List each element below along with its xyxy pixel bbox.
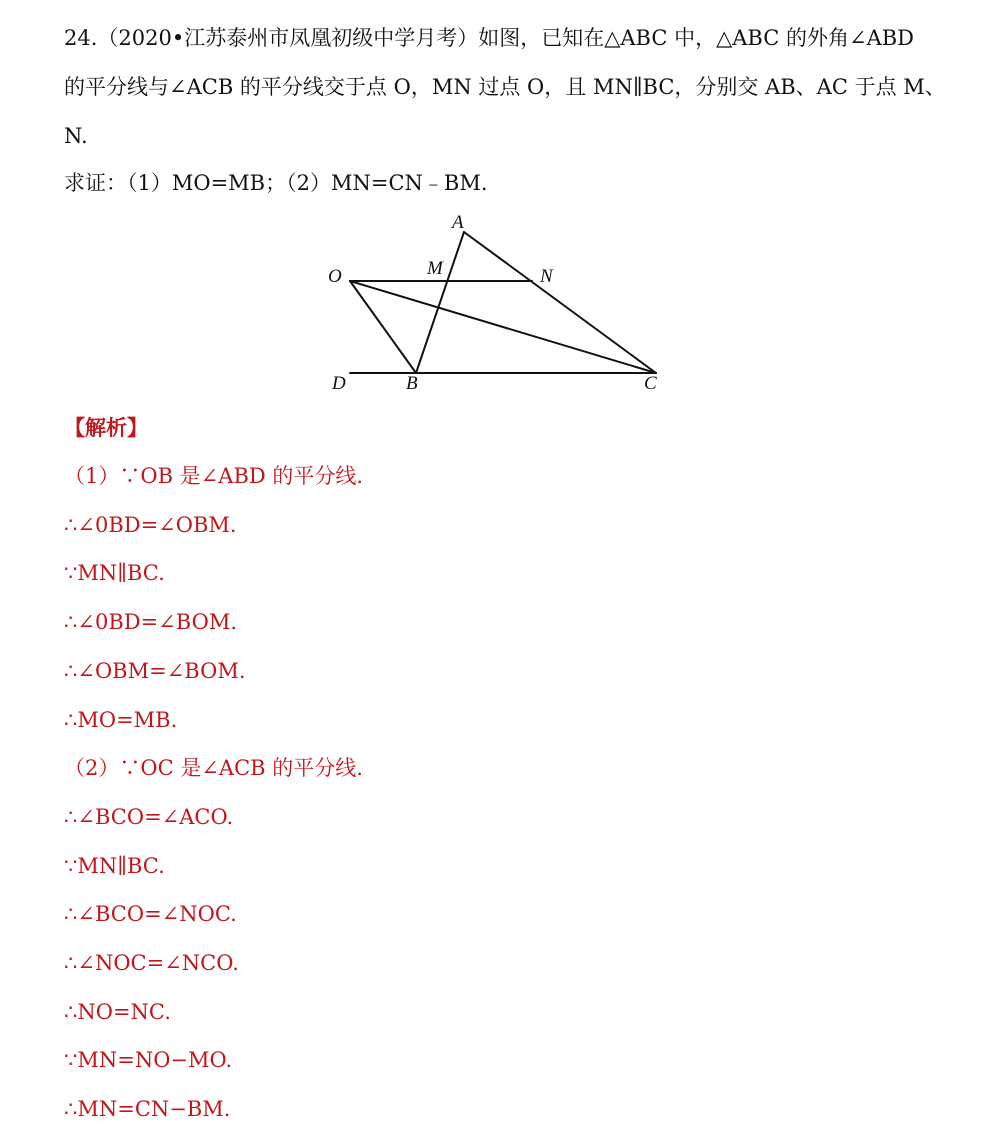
- label-M: M: [427, 258, 443, 279]
- solution-step: ∵MN∥BC.: [64, 561, 165, 585]
- problem-line-1: 24.（2020•江苏泰州市凤凰初级中学月考）如图，已知在△ABC 中，△ABC 的外角∠ABD: [64, 26, 915, 50]
- line-OC: [350, 281, 656, 373]
- solution-step: ∴∠OBM=∠BOM.: [64, 659, 246, 683]
- solution-step: ∴∠0BD=∠BOM.: [64, 610, 237, 634]
- label-O: O: [328, 266, 342, 287]
- label-A: A: [452, 212, 464, 233]
- line-OB: [350, 281, 416, 373]
- geometry-figure: [322, 210, 672, 395]
- solution-step: （2）∵OC 是∠ACB 的平分线.: [64, 756, 363, 780]
- solution-heading: 【解析】: [64, 415, 148, 440]
- solution-step: ∴∠NOC=∠NCO.: [64, 951, 239, 975]
- label-N: N: [540, 266, 553, 287]
- label-D: D: [332, 373, 346, 394]
- solution-step: ∴∠BCO=∠NOC.: [64, 902, 237, 926]
- label-C: C: [644, 373, 657, 394]
- solution-step: ∵MN∥BC.: [64, 854, 165, 878]
- prove-statement: 求证：（1）MO=MB；（2）MN=CN﹣BM.: [64, 171, 488, 195]
- label-B: B: [406, 373, 418, 394]
- solution-step: （1）∵OB 是∠ABD 的平分线.: [64, 464, 364, 488]
- solution-step: ∴∠BCO=∠ACO.: [64, 805, 234, 829]
- solution-step: ∴NO=NC.: [64, 1000, 171, 1024]
- solution-step: ∵MN=NO−MO.: [64, 1048, 233, 1072]
- problem-line-2: 的平分线与∠ACB 的平分线交于点 O，MN 过点 O，且 MN∥BC，分别交 AB、AC 于点 M、: [64, 75, 946, 99]
- problem-line-3: N.: [64, 124, 88, 148]
- solution-step: ∴MN=CN−BM.: [64, 1097, 231, 1121]
- solution-step: ∴MO=MB.: [64, 708, 178, 732]
- line-AC: [464, 232, 656, 373]
- solution-step: ∴∠0BD=∠OBM.: [64, 513, 237, 537]
